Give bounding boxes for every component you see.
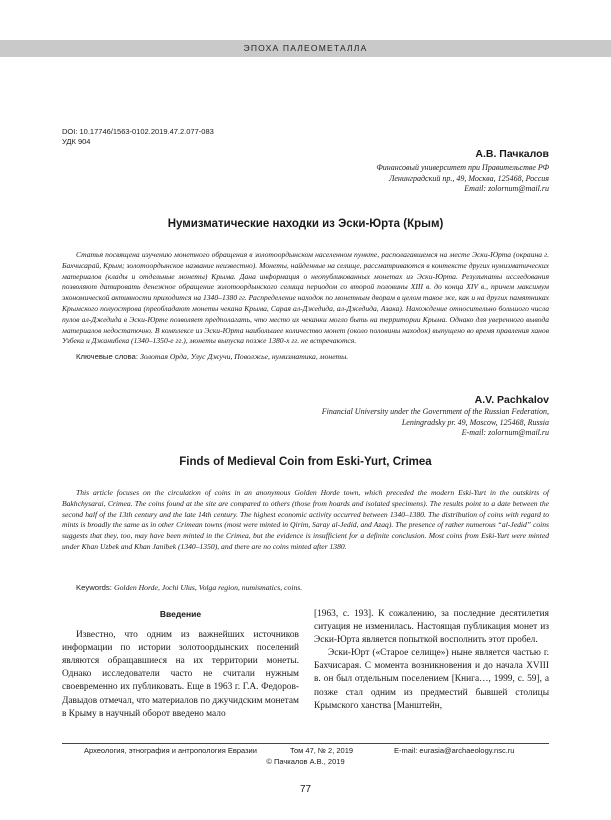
footer-journal: Археология, этнография и антропология Евразии [84, 746, 257, 755]
right-column-paragraph: [1963, с. 193]. К сожалению, за последние десятилетия ситуация не изменилась. Настоящая публикация монет из Эски-Юрта является попыткой восполнить этот пробел. [314, 609, 549, 646]
doi: DOI: 10.17746/1563-0102.2019.47.2.077-083 [62, 127, 214, 136]
author-ru: А.В. Пачкалов [475, 148, 549, 160]
footer-email: E-mail: eurasia@archaeology.nsc.ru [394, 746, 515, 755]
title-ru: Нумизматические находки из Эски-Юрта (Крым) [167, 218, 444, 230]
right-column-paragraph: Эски-Юрт («Старое селище») ныне является частью г. Бахчисарая. С момента возникновения и до начала XVIII в. он был отдельным поселением [Книга…, 1999, с. 59], а позже стал одним из предместий бывшей столицы Крымского ханства [Манштейн, [314, 648, 549, 711]
affiliation-en-line: Financial University under the Government of the Russian Federation, [321, 407, 549, 416]
footer-rule [62, 743, 549, 744]
udk: УДК 904 [62, 137, 91, 146]
footer-copyright: © Пачкалов А.В., 2019 [266, 757, 345, 766]
left-column [62, 608, 299, 721]
title-en: Finds of Medieval Coin from Eski-Yurt, Crimea [179, 456, 432, 468]
affiliation-en-line: E-mail: zolornum@mail.ru [461, 428, 549, 437]
abstract-en: This article focuses on the circulation of coins in an anonymous Golden Horde town, which preceded the modern Eski-Yurt in the outskirts of Bakhchysarai, Crimea. The coins found at the site are compared to others (those from hoards and isolated specimens). The results point to a date between the second half of the 13th century and the late 14th century. The highest economic activity occurred between 1340–1380. The distribution of coins with regard to mints is broadly the same as in other Crimean towns (most were minted in Qirim, Saray al-Jedid, and Azaq). The presence of rather numerous “al-Jedid” coins suggests that they, too, may have been minted in the Crimea, but the evidence is insufficient for a definite conclusion. Most coins from Eski-Yurt were minted under Khan Uzbek and Khan Janibek (1340–1350), and there are no coins minted after 1380. [62, 488, 549, 551]
affiliation-en-line: Leningradsky pr. 49, Moscow, 125468, Russia [401, 417, 549, 427]
keywords-ru-label: Ключевые слова: [76, 352, 138, 361]
footer-volume: Том 47, № 2, 2019 [290, 746, 354, 755]
intro-heading: Введение [159, 609, 202, 619]
affiliation-ru-line: Email: zolornum@mail.ru [464, 184, 549, 193]
keywords-en-value: Golden Horde, Jochi Ulus, Volga region, numismatics, coins. [114, 583, 303, 592]
running-head: ЭПОХА ПАЛЕОМЕТАЛЛА [0, 40, 611, 57]
keywords-ru-value: Золотая Орда, Улус Джучи, Поволжье, нумизматика, монеты. [140, 352, 349, 361]
author-en: A.V. Pachkalov [474, 394, 549, 406]
abstract-ru: Статья посвящена изучению монетного обращения в золотоордынском населенном пункте, располагавшемся на месте Эски-Юрта (окраина г. Бахчисарай, Крым; золотоордынское название неизвестно). Монеты, найденные на селище, рассматриваются в контексте других нумизматических материалов (клады и отдельные монеты) Крыма. Дана информация о неопубликованных монетах из Эски-Юрта. Результаты исследования позволяют датировать денежное обращение золотоордынского селища периодом со второй половины XIII в. до конца XIV в., причем максимум экономической активности приходится на 1340–1380 гг. Распределение находок по монетным дворам в целом такое же, как и на других памятниках Крымского полуострова (преобладают монеты чекана Крыма, Сарая ал-Джедида, ал-Джедида, Азака). Нахождение относительно большого числа пулов ал-Джедида в Эски-Юрте позволяет предполагать, что место их чеканки могло быть на территории Крыма. Однако для уверенного вывода материалов недостаточно. В комплексе из Эски-Юрта наибольшее количество монет (около половины находок) выпущено во время правления ханов Узбека и Джанибека (1340–1350-е гг.), монеты выпуска позже 1380-х гг. не встречаются. [62, 250, 549, 346]
affiliation-ru [376, 163, 549, 195]
keywords-ru [62, 352, 549, 362]
left-column-paragraph: Известно, что одним из важнейших источников информации по истории золотоордынских поселений являются обращавшиеся на их территории монеты. Однако исследователи часто не считали нужным своевременно их публиковать. Еще в 1963 г. Г.А. Федоров-Давыдов отмечал, что материалов по джучидским монетам в Крыму в научный оборот введено мало [62, 630, 299, 719]
page-number: 77 [299, 784, 312, 795]
right-column [314, 608, 549, 713]
keywords-en-label: Keywords: [76, 583, 112, 592]
affiliation-ru-line: Ленинградский пр., 49, Москва, 125468, Россия [388, 173, 549, 183]
keywords-en [62, 583, 549, 593]
affiliation-ru-line: Финансовый университет при Правительстве РФ [376, 163, 549, 172]
affiliation-en [322, 407, 549, 439]
